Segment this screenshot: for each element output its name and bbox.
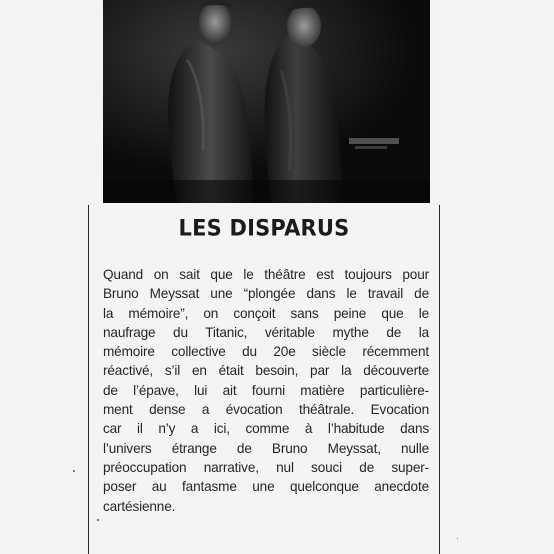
scan-speck [457,538,458,539]
body-line: poser au fantasme une quelconque anecdote [103,479,429,495]
body-line: car il n’y a ici, comme à l’habitude dans [103,421,429,437]
body-line: mémoire collective du 20e siècle récemment [103,344,429,360]
article-title: LES DISPARUS [178,215,350,241]
article-body [103,265,429,516]
photo-figures-image [103,0,430,203]
scan-speck [73,470,75,472]
left-column-rule [88,205,89,554]
body-line: de l’épave, lui ait fourni matière particulière- [103,382,429,398]
body-line: l’univers étrange de Bruno Meyssat, nulle [103,440,429,456]
theatre-photo [103,0,430,203]
body-line: Quand on sait que le théâtre est toujours pour [103,267,429,282]
scan-speck [97,519,99,521]
body-line: la mémoire”, on conçoit sans peine que le [103,305,429,321]
body-line: réactivé, s’il en était besoin, par la découverte [103,363,429,379]
body-line: naufrage du Titanic, véritable mythe de la [103,324,429,340]
right-column-rule [439,205,440,554]
body-line: cartésienne. [103,498,176,514]
body-line: préoccupation narrative, nul souci de super- [103,459,429,475]
body-line: Bruno Meyssat une “plongée dans le travail de [103,286,429,302]
body-line: ment dense a évocation théâtrale. Evocation [103,402,429,418]
